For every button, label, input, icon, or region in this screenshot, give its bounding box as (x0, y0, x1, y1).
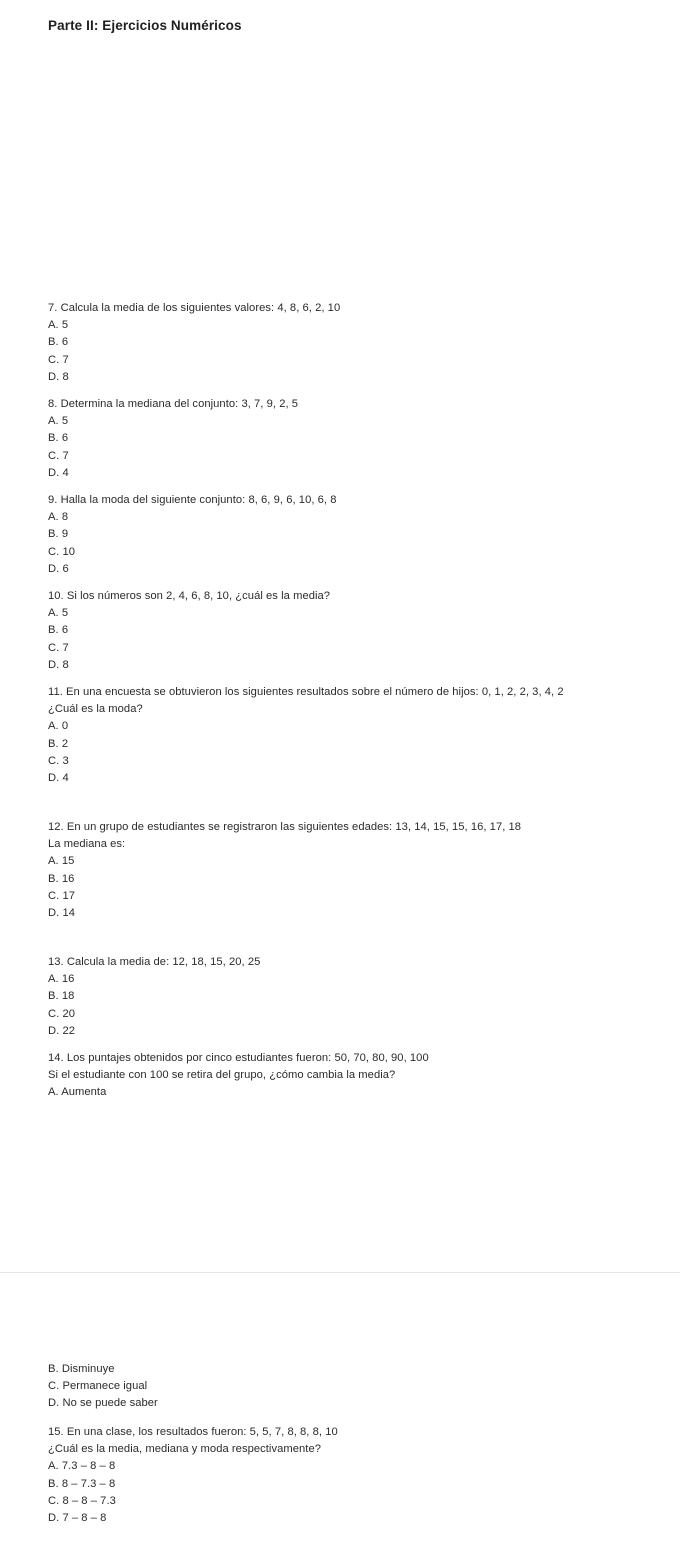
option-c[interactable]: C. 8 – 8 – 7.3 (48, 1494, 116, 1507)
option-b[interactable]: B. 6 (48, 624, 69, 637)
question-stem: 12. En un grupo de estudiantes se registraron las siguientes edades: 13, 14, 15, 15, 16, 17, 18 (48, 821, 522, 833)
option-d[interactable]: D. No se puede saber (48, 1397, 158, 1410)
option-d[interactable]: D. 8 (48, 658, 69, 671)
option-d[interactable]: D. 14 (48, 907, 75, 920)
option-b[interactable]: B. 6 (48, 432, 69, 445)
option-a[interactable]: A. 5 (48, 415, 69, 428)
option-b[interactable]: B. 6 (48, 336, 69, 349)
question-sub-prompt: ¿Cuál es la moda? (48, 703, 143, 716)
question-block-9 (48, 492, 608, 578)
option-c[interactable]: C. 7 (48, 353, 69, 366)
question-block-14 (48, 1050, 608, 1102)
option-a[interactable]: A. 8 (48, 511, 69, 524)
option-a[interactable]: A. 16 (48, 973, 75, 986)
option-c[interactable]: C. 10 (48, 545, 75, 558)
question-stem: 13. Calcula la media de: 12, 18, 15, 20, 25 (48, 956, 261, 968)
question-stem: 9. Halla la moda del siguiente conjunto: 8, 6, 9, 6, 10, 6, 8 (48, 494, 337, 506)
question-block-7 (48, 300, 608, 386)
question-stem: 7. Calcula la media de los siguientes valores: 4, 8, 6, 2, 10 (48, 302, 341, 314)
question-sub-prompt: ¿Cuál es la media, mediana y moda respectivamente? (48, 1443, 321, 1456)
question-stem: 15. En una clase, los resultados fueron: 5, 5, 7, 8, 8, 8, 10 (48, 1426, 338, 1438)
question-sub-prompt: La mediana es: (48, 838, 126, 851)
page-title: Parte II: Ejercicios Numéricos (48, 18, 242, 33)
option-d[interactable]: D. 4 (48, 772, 69, 785)
option-c[interactable]: C. Permanece igual (48, 1380, 148, 1393)
question-block-15 (48, 1424, 608, 1527)
page-break-divider (0, 1272, 680, 1273)
option-d[interactable]: D. 4 (48, 466, 69, 479)
option-a[interactable]: A. Aumenta (48, 1086, 107, 1099)
option-c[interactable]: C. 20 (48, 1007, 75, 1020)
option-b[interactable]: B. 2 (48, 737, 69, 750)
question-block-12 (48, 819, 600, 922)
option-b[interactable]: B. 16 (48, 872, 75, 885)
option-c[interactable]: C. 7 (48, 449, 69, 462)
question-stem: 11. En una encuesta se obtuvieron los siguientes resultados sobre el número de hijos: 0, 1, 2, 2, 3, 4, 2 (48, 686, 564, 698)
option-c[interactable]: C. 17 (48, 889, 75, 902)
option-b[interactable]: B. 9 (48, 528, 69, 541)
option-d[interactable]: D. 6 (48, 562, 69, 575)
question-stem: 10. Si los números son 2, 4, 6, 8, 10, ¿cuál es la media? (48, 590, 331, 602)
option-a[interactable]: A. 15 (48, 855, 75, 868)
option-d[interactable]: D. 8 (48, 370, 69, 383)
option-a[interactable]: A. 0 (48, 720, 69, 733)
question-block-11 (48, 684, 626, 787)
question-stem: 8. Determina la mediana del conjunto: 3, 7, 9, 2, 5 (48, 398, 299, 410)
option-c[interactable]: C. 3 (48, 754, 69, 767)
question-block-14-continued (48, 1361, 608, 1413)
option-b[interactable]: B. Disminuye (48, 1363, 115, 1375)
question-block-13 (48, 954, 608, 1040)
question-block-8 (48, 396, 608, 482)
option-b[interactable]: B. 18 (48, 990, 75, 1003)
option-d[interactable]: D. 7 – 8 – 8 (48, 1512, 107, 1525)
option-a[interactable]: A. 5 (48, 607, 69, 620)
option-a[interactable]: A. 5 (48, 319, 69, 332)
option-c[interactable]: C. 7 (48, 641, 69, 654)
question-sub-prompt: Si el estudiante con 100 se retira del grupo, ¿cómo cambia la media? (48, 1069, 396, 1082)
option-b[interactable]: B. 8 – 7.3 – 8 (48, 1477, 116, 1490)
option-d[interactable]: D. 22 (48, 1024, 75, 1037)
question-block-10 (48, 588, 608, 674)
option-a[interactable]: A. 7.3 – 8 – 8 (48, 1460, 116, 1473)
question-stem: 14. Los puntajes obtenidos por cinco estudiantes fueron: 50, 70, 80, 90, 100 (48, 1052, 429, 1064)
